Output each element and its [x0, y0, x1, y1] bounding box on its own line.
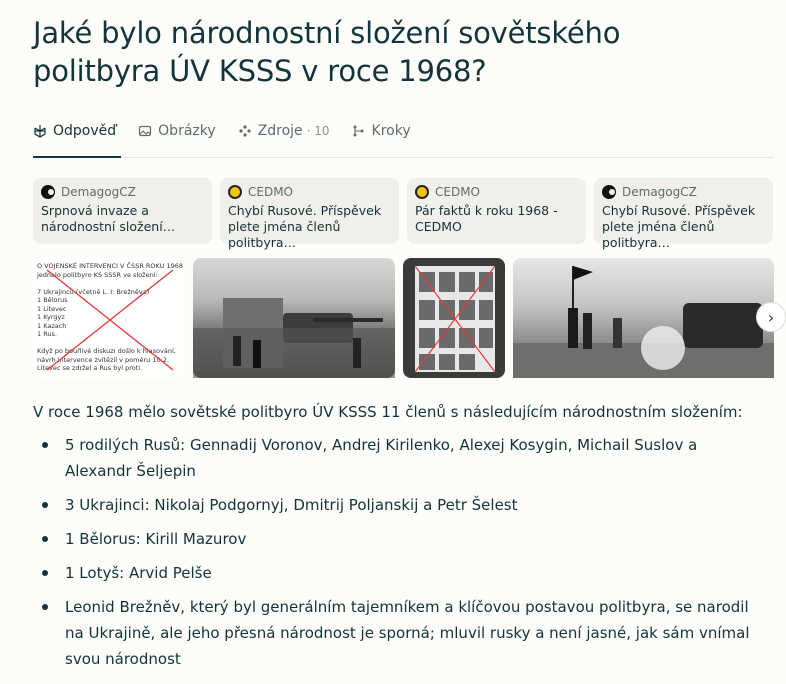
demagog-logo-icon — [41, 185, 55, 199]
tab-bar — [33, 118, 433, 158]
tab-steps-label: Kroky — [371, 123, 411, 139]
source-name: DemagogCZ — [622, 185, 697, 199]
answer-intro: V roce 1968 mělo sovětské politbyro ÚV KSSS 11 členů s následujícím národnostním složením: — [33, 403, 743, 421]
source-name: CEDMO — [248, 185, 293, 199]
source-title: Srpnová invaze a národnostní složení… — [41, 203, 176, 234]
image-thumbnail-document[interactable] — [33, 258, 185, 378]
demagog-logo-icon — [602, 185, 616, 199]
cedmo-logo-icon — [228, 185, 242, 199]
source-card[interactable] — [407, 178, 586, 244]
burning-tank-photo — [513, 258, 774, 378]
tab-images[interactable] — [138, 118, 215, 144]
source-title: Chybí Rusové. Příspěvek plete jména členů politbyra… — [602, 203, 756, 250]
answer-list — [33, 432, 753, 680]
sources-count: · 10 — [306, 124, 330, 138]
tab-sources[interactable] — [238, 118, 330, 144]
page-title: Jaké bylo národnostní složení sovětského politbyra ÚV KSSS v roce 1968? — [33, 16, 621, 88]
image-thumbnail-burning-tank[interactable] — [513, 258, 774, 378]
source-card[interactable] — [594, 178, 773, 250]
tab-steps[interactable] — [352, 118, 411, 144]
list-item: Leonid Brežněv, který byl generálním tajemníkem a klíčovou postavou politbyra, se narodil na Ukrajině, ale jeho přesná národnost je sporná; mluvil rusky a není jasné, jak sám vnímal svou národnost — [33, 594, 753, 672]
chevron-right-icon[interactable]: › — [756, 302, 786, 332]
source-title: Pár faktů k roku 1968 - CEDMO — [415, 203, 558, 234]
list-item: 5 rodilých Rusů: Gennadij Voronov, Andrej Kirilenko, Alexej Kosygin, Michail Suslov a Alexandr Šeljepin — [33, 432, 753, 484]
source-card[interactable] — [220, 178, 399, 250]
perplexity-icon — [33, 124, 47, 138]
sources-icon — [238, 124, 252, 138]
active-tab-indicator — [33, 156, 121, 158]
image-thumbnail-portraits[interactable] — [403, 258, 505, 378]
source-name: DemagogCZ — [61, 185, 136, 199]
tab-answer-label: Odpověď — [53, 123, 117, 139]
tank-photo — [193, 258, 395, 378]
tab-images-label: Obrázky — [158, 123, 216, 139]
portrait-grid — [403, 258, 505, 378]
tab-answer[interactable] — [33, 118, 116, 144]
source-card[interactable] — [33, 178, 212, 244]
steps-icon — [352, 124, 366, 138]
source-name: CEDMO — [435, 185, 480, 199]
list-item: 1 Lotyš: Arvid Pelše — [33, 560, 753, 586]
red-cross-mark — [33, 258, 185, 378]
tabs-divider — [33, 157, 774, 158]
cedmo-logo-icon — [415, 185, 429, 199]
source-title: Chybí Rusové. Příspěvek plete jména členů politbyra… — [228, 203, 382, 250]
list-item: 1 Bělorus: Kirill Mazurov — [33, 526, 753, 552]
image-thumbnail-tank-photo[interactable] — [193, 258, 395, 378]
tab-sources-label: Zdroje — [257, 123, 303, 139]
source-cards — [33, 178, 781, 250]
document-text: O VOJENSKÉ INTERVENCI V ČSSR ROKU 1968 jednalo politbyro KS SSSR ve složení: 7 Ukrajinců (včetně L. I. Brežněva) 1 Bělorus 1 Litevec 1 Kyrgyz 1 Kazach 1 Rus. Když po bouřlivé diskuzi došlo k hlasování, návrh intervence zvítězil v poměru 10:2. Litevec se zdržel a Rus byl proti. — [37, 262, 184, 372]
image-icon — [138, 124, 152, 138]
list-item: 3 Ukrajinci: Nikolaj Podgornyj, Dmitrij Poljanskij a Petr Šelest — [33, 492, 753, 518]
